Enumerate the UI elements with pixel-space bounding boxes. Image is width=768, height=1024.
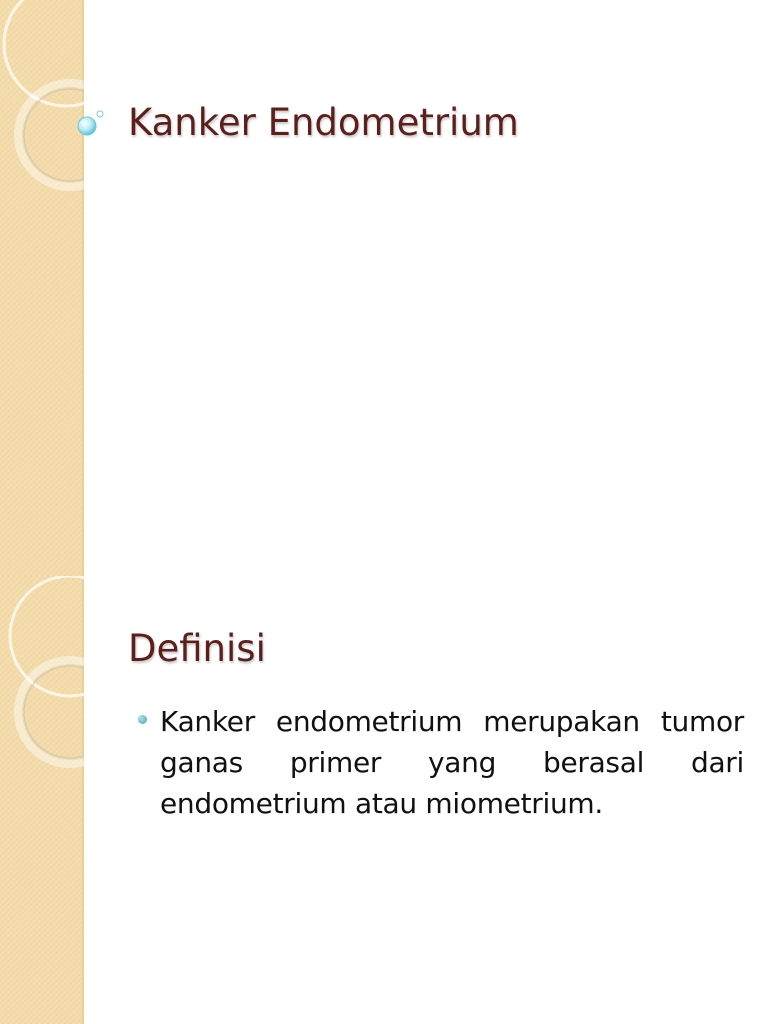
bullet-dot-icon <box>138 715 147 724</box>
page-title: Kanker Endometrium <box>128 101 519 144</box>
list-item <box>138 701 744 824</box>
slide-definition <box>0 576 768 1024</box>
bullet-text: Kanker endometrium merupakan tumor ganas primer yang berasal dari endometrium atau miometrium. <box>160 705 744 820</box>
decorative-rings-icon <box>0 0 84 576</box>
section-title: Definisi <box>128 627 266 670</box>
sidebar-panel <box>0 576 84 1024</box>
decorative-rings-icon <box>0 576 84 1024</box>
bullet-list <box>138 701 744 824</box>
sidebar-panel <box>0 0 84 576</box>
accent-bubble-icon <box>74 108 106 140</box>
